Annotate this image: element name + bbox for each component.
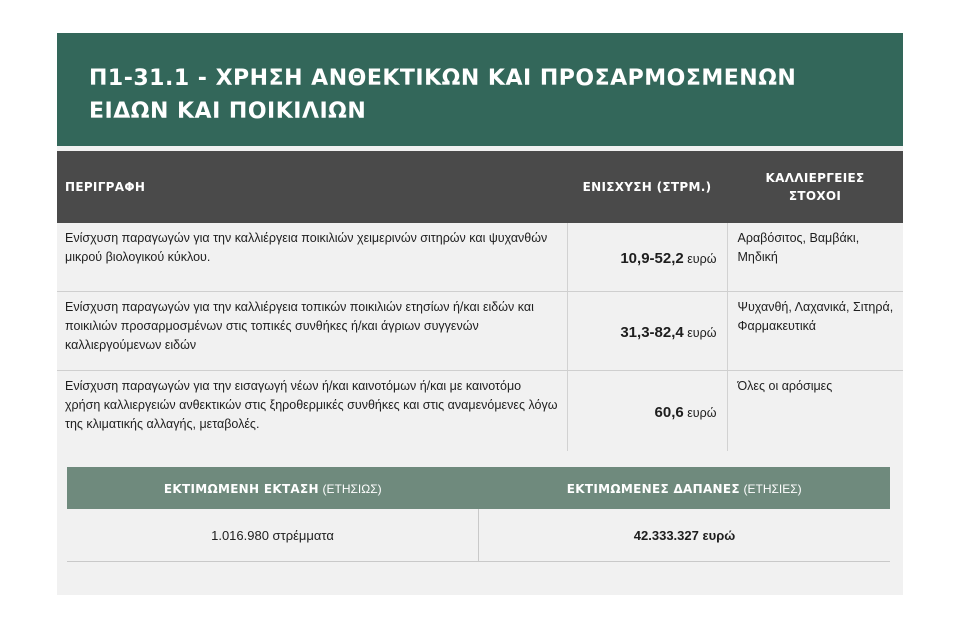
estimates-table [67,467,890,562]
table-row [57,292,903,371]
amount-value: 60,6 [654,404,684,421]
column-header-crops-line2: ΣΤΟΧΟΙ [788,189,842,203]
estimated-area-header-note: (ΕΤΗΣΙΩΣ) [322,481,382,496]
title-banner [57,33,903,146]
support-table [57,151,903,451]
estimated-area-header [67,467,479,509]
estimated-area-header-label: ΕΚΤΙΜΩΜΕΝΗ ΕΚΤΑΣΗ [163,481,319,496]
estimated-area-value: 1.016.980 στρέμματα [67,509,479,562]
row-crops: Ψυχανθή, Λαχανικά, Σιτηρά, Φαρμακευτικά [727,292,903,371]
estimated-cost-value: 42.333.327 ευρώ [479,509,891,562]
page-title: Π1-31.1 - ΧΡΗΣΗ ΑΝΘΕΚΤΙΚΩΝ ΚΑΙ ΠΡΟΣΑΡΜΟΣΜΕΝΩΝ ΕΙΔΩΝ ΚΑΙ ΠΟΙΚΙΛΙΩΝ [89,66,797,124]
estimated-cost-header [479,467,891,509]
table-row [57,371,903,452]
estimated-cost-header-note: (ΕΤΗΣΙΕΣ) [743,481,802,496]
row-crops: Αραβόσιτος, Βαμβάκι, Μηδική [727,223,903,292]
column-header-support: ΕΝΙΣΧΥΣΗ (ΣΤΡΜ.) [567,151,727,223]
amount-value: 10,9-52,2 [620,250,684,267]
amount-unit: ευρώ [687,252,717,266]
row-description: Ενίσχυση παραγωγών για την εισαγωγή νέων ή/και καινοτόμων ή/και με καινοτόμο χρήση καλλιεργειών ανθεκτικών στις ξηροθερμικές συνθήκες και στις αναμενόμενες λόγω της κλιματικής αλλαγής, μεταβολές. [65,379,558,431]
column-header-description: ΠΕΡΙΓΡΑΦΗ [57,151,567,223]
estimates-value-row [67,509,890,562]
amount-unit: ευρώ [687,326,717,340]
column-header-crops-line1: ΚΑΛΛΙΕΡΓΕΙΕΣ [765,171,865,185]
amount-value: 31,3-82,4 [620,324,684,341]
table-row [57,223,903,292]
estimates-header-row [67,467,890,509]
estimated-cost-header-label: ΕΚΤΙΜΩΜΕΝΕΣ ΔΑΠΑΝΕΣ [566,481,740,496]
row-amount [567,371,727,452]
row-amount [567,292,727,371]
amount-unit: ευρώ [687,406,717,420]
row-crops: Όλες οι αρόσιμες [737,379,833,393]
table-header-row [57,151,903,223]
row-amount [567,223,727,292]
row-description: Ενίσχυση παραγωγών για την καλλιέργεια ποικιλιών χειμερινών σιτηρών και ψυχανθών μικρού βιολογικού κύκλου. [57,223,567,292]
column-header-crops [727,151,903,223]
measure-panel [57,33,903,595]
row-description: Ενίσχυση παραγωγών για την καλλιέργεια τοπικών ποικιλιών ετησίων ή/και ειδών και ποικιλιών προσαρμοσμένων στις τοπικές συνθήκες ή/και άγριων συγγενών καλλιεργούμενων ειδών [57,292,567,371]
